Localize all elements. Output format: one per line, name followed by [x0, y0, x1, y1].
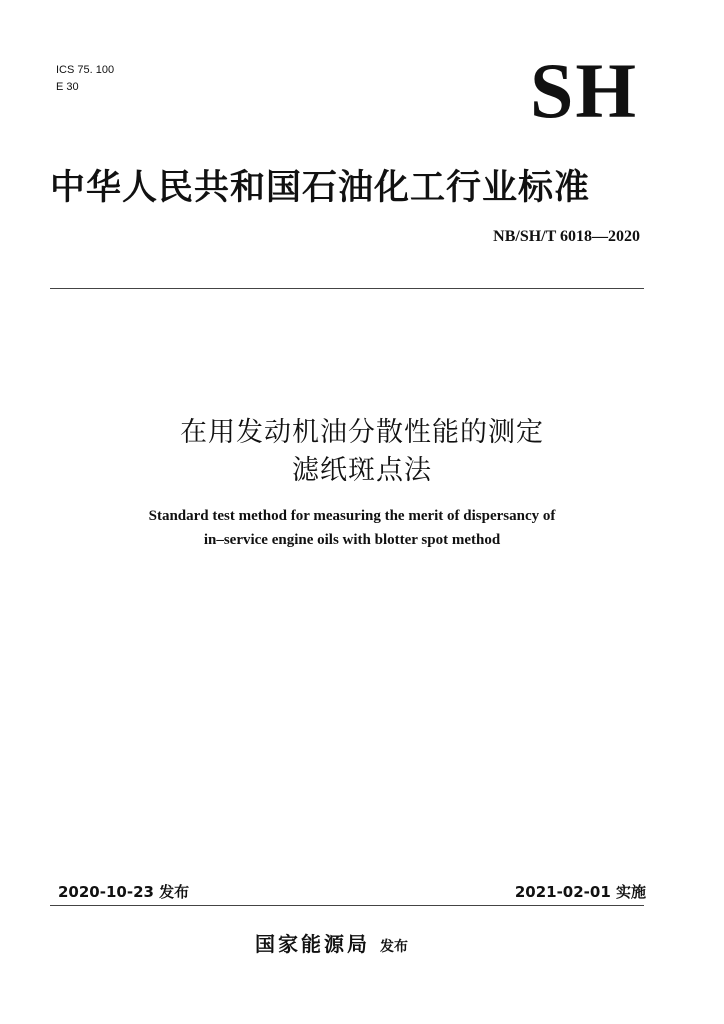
title-en-line2: in–service engine oils with blotter spot method: [203, 532, 501, 548]
ics-code: ICS 75. 100: [56, 64, 115, 76]
implement-date: 2021-02-01 实施: [514, 883, 646, 901]
issuer-action: 发布: [380, 939, 408, 955]
title-cn-line1: 在用发动机油分散性能的测定: [180, 417, 544, 448]
classification-block: [56, 62, 114, 96]
sh-logo: SH: [529, 47, 638, 134]
standard-code: NB/SH/T 6018—2020: [493, 228, 640, 245]
title-cn-line2: 滤纸斑点法: [292, 455, 432, 486]
issuer-name: 国家能源局: [255, 932, 370, 956]
class-code: E 30: [56, 81, 79, 93]
bottom-divider: [50, 905, 644, 906]
title-en-line1: Standard test method for measuring the merit of dispersancy of: [148, 508, 556, 524]
issuer: [255, 928, 408, 957]
top-divider: [50, 288, 644, 289]
organization-title: 中华人民共和国石油化工行业标准: [50, 168, 591, 208]
issue-date: 2020-10-23 发布: [58, 883, 190, 901]
